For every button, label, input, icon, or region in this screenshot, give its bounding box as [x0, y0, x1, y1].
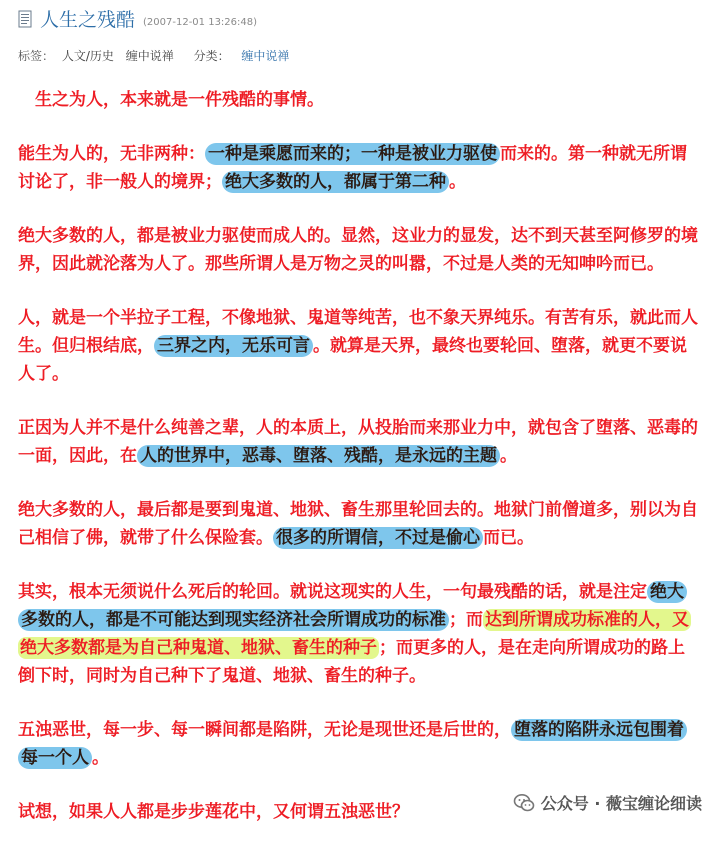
paragraph: 正因为人并不是什么纯善之辈，人的本质上，从投胎而来那业力中，就包含了堕落、恶毒的一面，因此，在 人的世界中，恶毒、堕落、残酷，是永远的主题 。 [18, 418, 698, 466]
highlight-yellow: 达到所谓成功标准的人，又绝大多数都是为自己种鬼道、地狱、畜生的种子 [20, 610, 689, 658]
highlight-blue: 绝大多数的人，都属于第二种 [222, 171, 449, 193]
watermark [513, 791, 702, 814]
paragraph: 人，就是一个半拉子工程，不像地狱、鬼道等纯苦，也不象天界纯乐。有苦有乐，就此而人生。但归根结底， 三界之内，无乐可言 。就算是天界，最终也要轮回、堕落，就更不要说人了。 [18, 308, 698, 384]
category-link[interactable]: 缠中说禅 [241, 49, 290, 63]
paragraph: 能生为人的，无非两种： 一种是乘愿而来的；一种是被业力驱使 而来的。第一种就无所谓讨论了，非一般人的境界； 绝大多数的人，都属于第二种 。 [18, 144, 687, 192]
tags-label: 标签： [18, 49, 55, 63]
highlight-blue: 人的世界中，恶毒、堕落、残酷，是永远的主题 [137, 445, 500, 467]
post-title[interactable]: 人生之残酷 [40, 9, 136, 31]
document-icon [18, 10, 32, 28]
post-header [18, 9, 257, 31]
highlight-blue: 一种是乘愿而来的；一种是被业力驱使 [205, 143, 500, 165]
highlight-blue: 三界之内，无乐可言 [154, 335, 313, 357]
wechat-icon [513, 792, 535, 814]
highlight-blue: 堕落的陷阱永远包围着每一个人 [18, 719, 687, 769]
paragraph: 其实，根本无须说什么死后的轮回。就说这现实的人生，一句最残酷的话，就是注定 绝大多数的人，都是不可能达到现实经济社会所谓成功的标准 ；而 达到所谓成功标准的人，又绝大多数都是为自己种鬼道、地狱、畜生的种子 ；而更多的人，是在走向所谓成功的路上倒下时，同时为自己种下了鬼道、地狱、畜生的种子。 [18, 582, 689, 686]
watermark-text: 公众号 · 薇宝缠论细读 [540, 794, 702, 813]
highlight-blue: 很多的所谓信，不过是偷心 [273, 527, 483, 549]
paragraph: 绝大多数的人，最后都是要到鬼道、地狱、畜生那里轮回去的。地狱门前僧道多，别以为自己相信了佛，就带了什么保险套。 很多的所谓信，不过是偷心 而已。 [18, 500, 698, 548]
post-meta [18, 47, 289, 64]
tag-item[interactable]: 人文/历史 [61, 49, 114, 63]
paragraph: 生之为人，本来就是一件残酷的事情。 [35, 90, 324, 110]
paragraph: 绝大多数的人，都是被业力驱使而成人的。显然，这业力的显发，达不到天甚至阿修罗的境界，因此就沦落为人了。那些所谓人是万物之灵的叫嚣，不过是人类的无知呻吟而已。 [18, 226, 698, 274]
tag-item[interactable]: 缠中说禅 [125, 49, 174, 63]
article-body [18, 86, 700, 852]
category-label: 分类： [193, 49, 230, 63]
post-date: (2007-12-01 13:26:48) [143, 17, 258, 28]
highlight-blue: 绝大多数的人，都是不可能达到现实经济社会所谓成功的标准 [18, 581, 687, 631]
paragraph: 五浊恶世，每一步、每一瞬间都是陷阱，无论是现世还是后世的， 堕落的陷阱永远包围着每一个人 。 [18, 716, 700, 772]
paragraph: 试想，如果人人都是步步莲花中，又何谓五浊恶世？ [18, 802, 409, 822]
